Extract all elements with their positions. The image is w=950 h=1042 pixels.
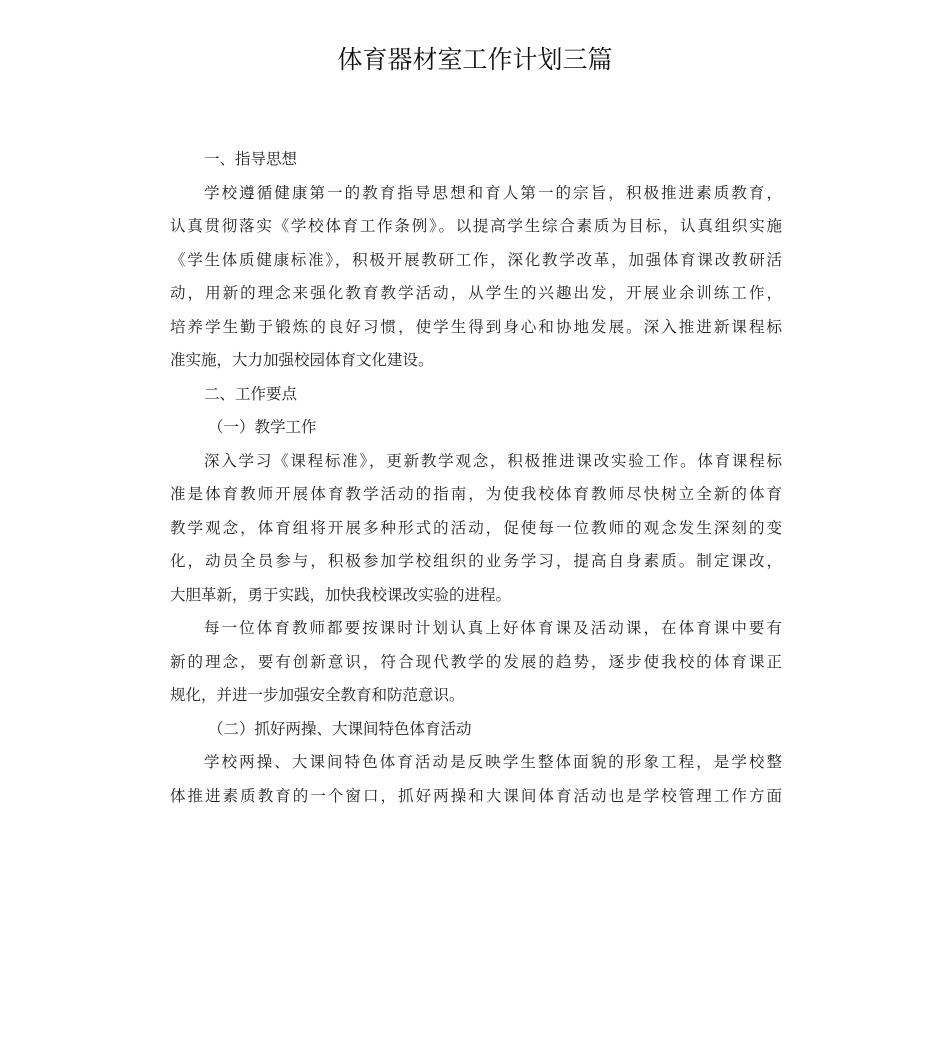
document-body xyxy=(170,143,782,813)
paragraph-line: 准是体育教师开展体育教学活动的指南，为使我校体育教师尽快树立全新的体育 xyxy=(170,485,782,503)
paragraph-line: 认真贯彻落实《学校体育工作条例》。以提高学生综合素质为目标，认真组织实施 xyxy=(170,217,782,235)
paragraph-line: 深入学习《课程标准》，更新教学观念，积极推进课改实验工作。体育课程标 xyxy=(204,451,782,470)
paragraph-line: 化，动员全员参与，积极参加学校组织的业务学习，提高自身素质。制定课改， xyxy=(170,552,782,570)
paragraph-line: 每一位体育教师都要按课时计划认真上好体育课及活动课，在体育课中要有 xyxy=(204,619,782,637)
paragraph-line: 动，用新的理念来强化教育教学活动，从学生的兴趣出发，开展业余训练工作， xyxy=(170,284,782,302)
paragraph-line: 体推进素质教育的一个窗口，抓好两操和大课间体育活动也是学校管理工作方面 xyxy=(170,786,782,805)
paragraph-line: 学校遵循健康第一的教育指导思想和育人第一的宗旨，积极推进素质教育， xyxy=(204,183,782,202)
section-heading: 二、工作要点 xyxy=(204,384,298,403)
paragraph-line: 准实施，大力加强校园体育文化建设。 xyxy=(170,351,434,369)
paragraph-line: 新的理念，要有创新意识，符合现代教学的发展的趋势，逐步使我校的体育课正 xyxy=(170,652,782,671)
paragraph-line: 培养学生勤于锻炼的良好习惯，使学生得到身心和协地发展。深入推进新课程标 xyxy=(170,317,782,336)
paragraph-line: 学校两操、大课间特色体育活动是反映学生整体面貌的形象工程，是学校整 xyxy=(204,753,782,771)
paragraph-line: 规化，并进一步加强安全教育和防范意识。 xyxy=(170,686,465,704)
paragraph-line: 教学观念，体育组将开展多种形式的活动，促使每一位教师的观念发生深刻的变 xyxy=(170,518,782,537)
paragraph-line: 《学生体质健康标准》，积极开展教研工作，深化教学改革，加强体育课改教研活 xyxy=(170,250,782,269)
document-title: 体育器材室工作计划三篇 xyxy=(337,45,613,74)
section-heading: 一、指导思想 xyxy=(204,150,298,168)
subsection-heading: （一）教学工作 xyxy=(208,418,317,436)
subsection-heading: （二）抓好两操、大课间特色体育活动 xyxy=(208,719,472,738)
paragraph-line: 大胆革新，勇于实践，加快我校课改实验的进程。 xyxy=(170,585,512,604)
